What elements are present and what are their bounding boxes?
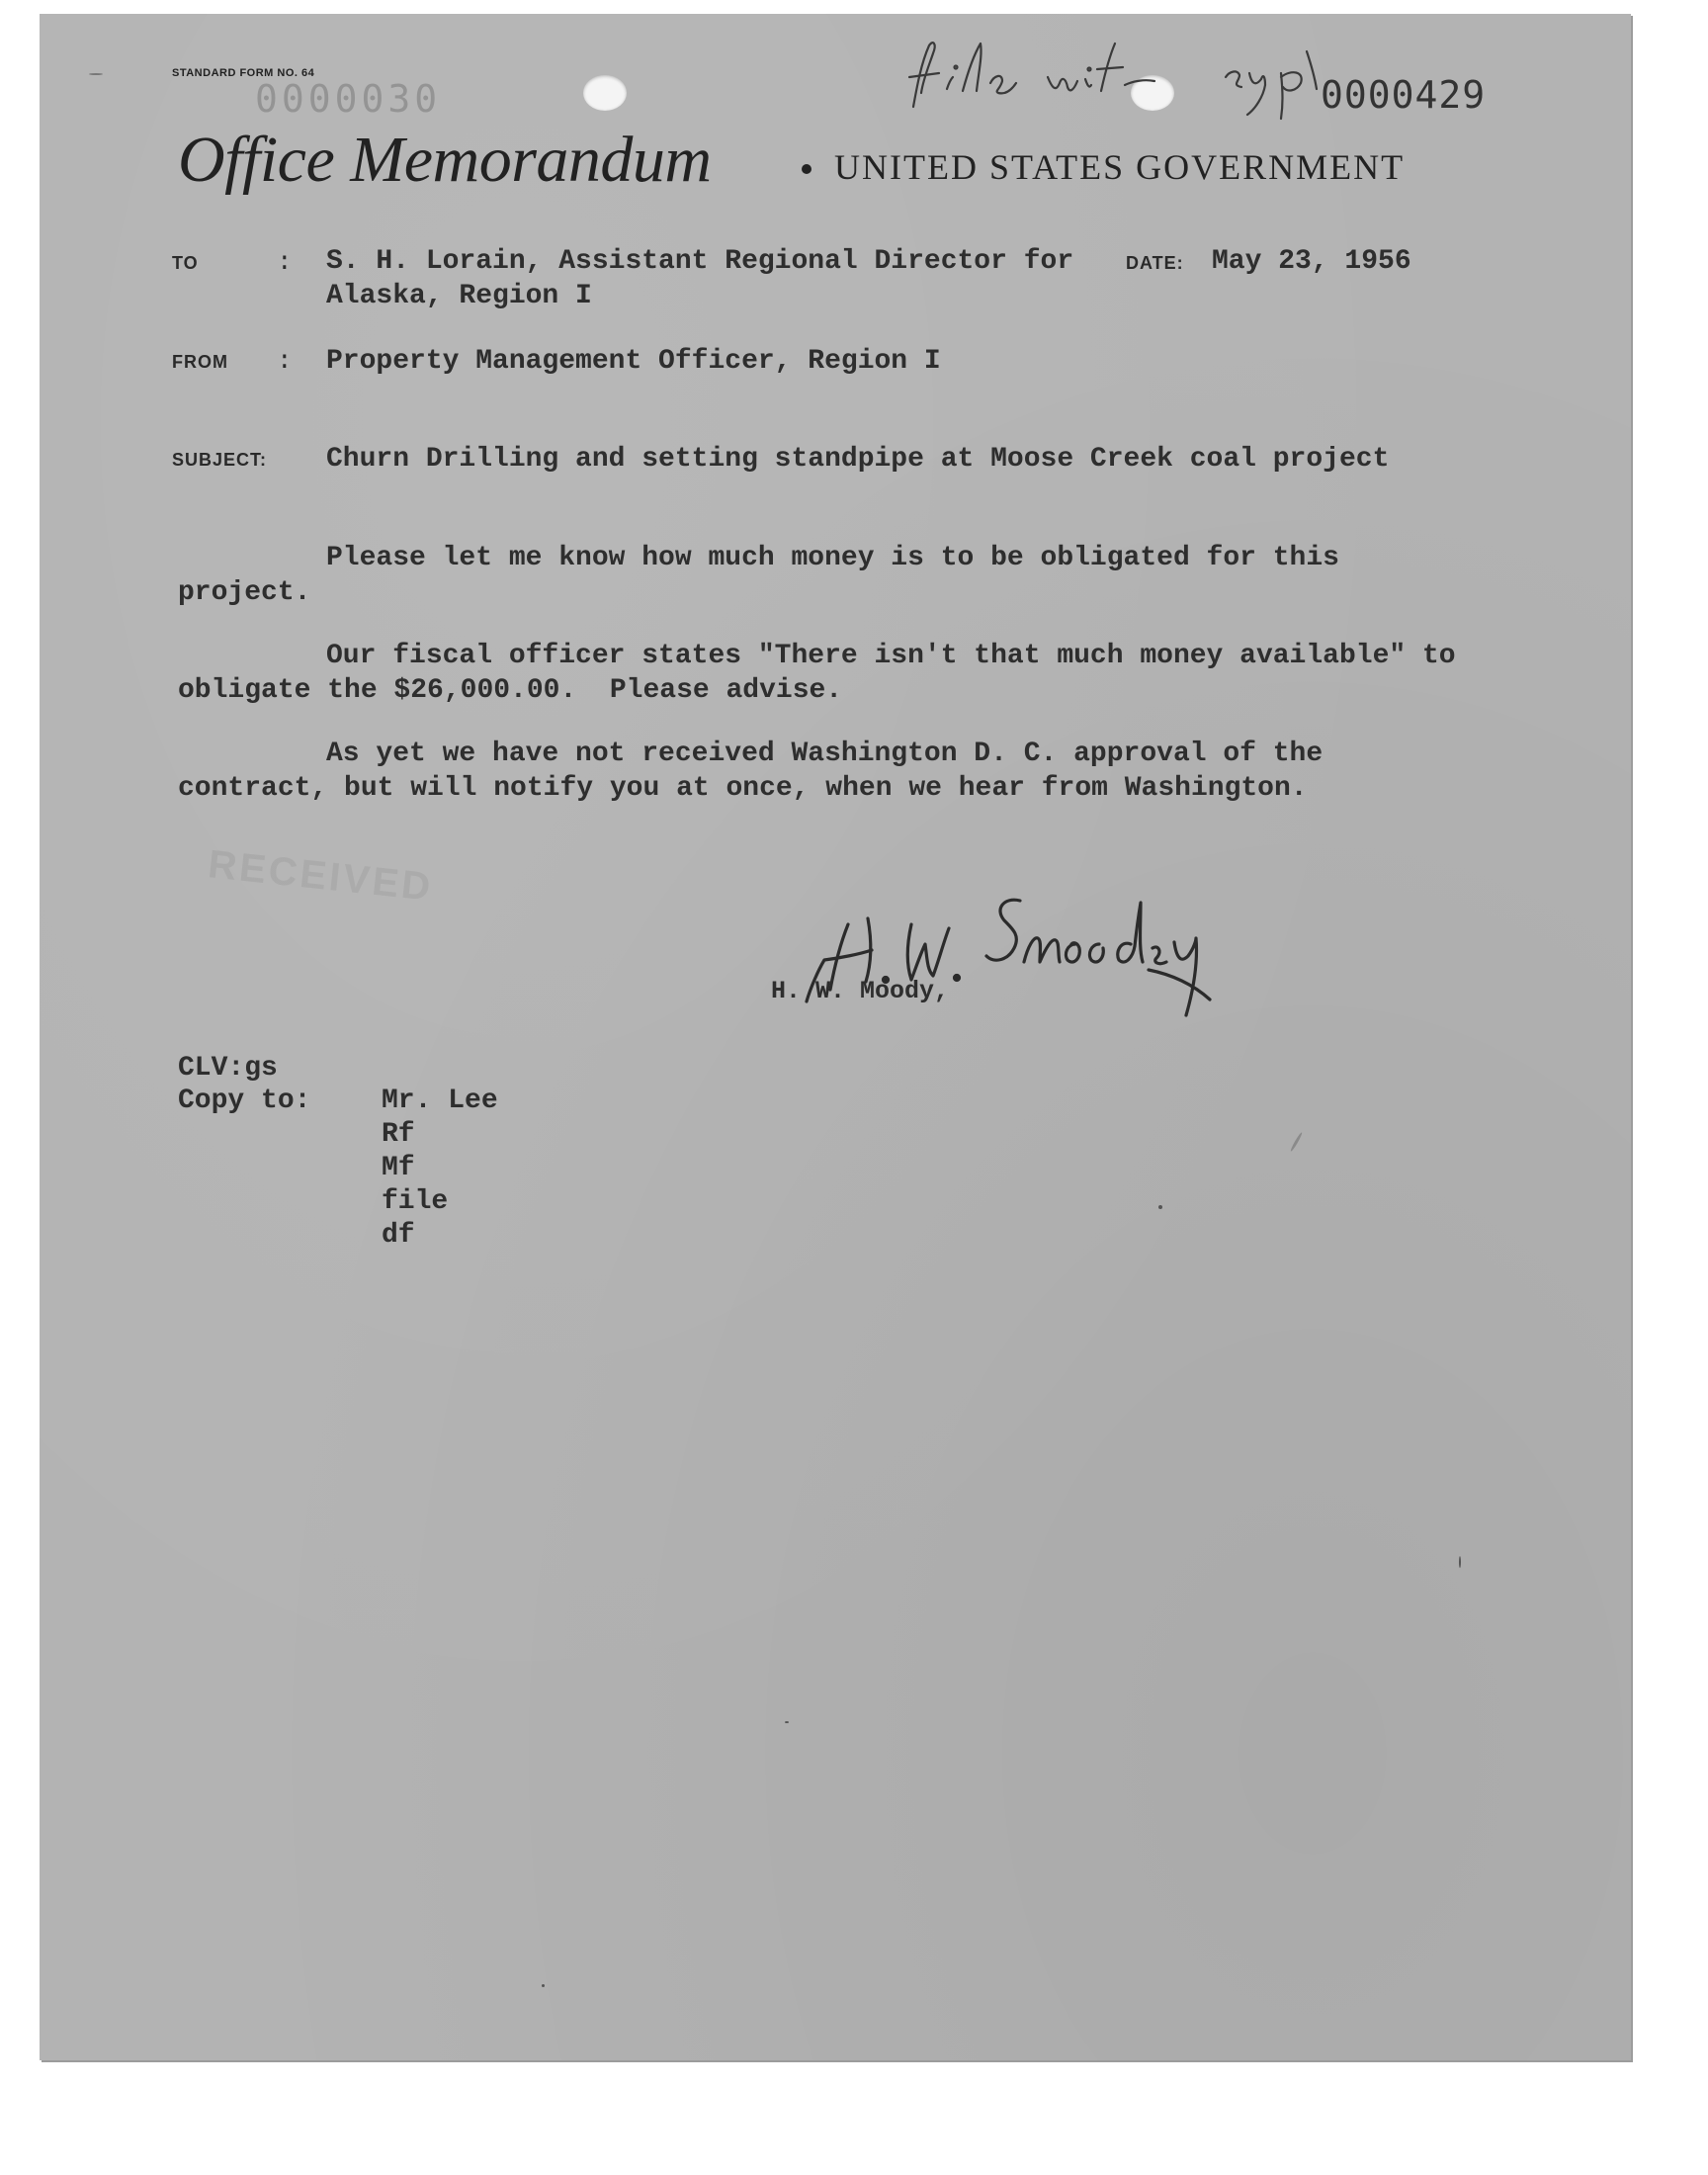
stray-mark <box>1459 1556 1461 1568</box>
typed-signature-name: H. W. Moody, <box>771 977 950 1005</box>
copy-recipient: Mr. Lee <box>382 1086 498 1116</box>
copy-recipient: file <box>382 1186 449 1217</box>
copy-recipient: df <box>382 1220 415 1251</box>
stray-mark <box>1290 1132 1304 1153</box>
subject-value: Churn Drilling and setting standpipe at Moose Creek coal project <box>326 444 1390 475</box>
stray-mark <box>785 1721 789 1723</box>
to-colon: : <box>277 247 293 277</box>
government-heading: UNITED STATES GOVERNMENT <box>834 147 1406 187</box>
from-colon: : <box>277 346 293 376</box>
stray-mark <box>89 73 103 75</box>
to-line-1: S. H. Lorain, Assistant Regional Director for <box>326 246 1074 277</box>
memo-title <box>178 123 1562 212</box>
body-paragraph-2: Our fiscal officer states "There isn't that much money available" to obligate the $26,000.00. Please advise. <box>178 641 1473 706</box>
from-label: FROM <box>172 352 228 372</box>
handwritten-signature <box>801 879 1255 1037</box>
handwritten-note <box>899 34 1354 123</box>
form-number: STANDARD FORM NO. 64 <box>172 67 315 79</box>
document-number: 0000429 <box>1321 73 1487 117</box>
to-label: TO <box>172 253 199 273</box>
copy-list <box>382 1085 498 1253</box>
faint-received-stamp: RECEIVED <box>206 842 436 910</box>
title-bullet <box>802 164 811 174</box>
reference-initials: CLV:gs <box>178 1053 278 1084</box>
office-memorandum-heading: Office Memorandum <box>178 124 712 196</box>
copy-recipient: Mf <box>382 1153 415 1183</box>
body-paragraph-3: As yet we have not received Washington D. C. approval of the contract, but will notify you at once, when we hear from Washington. <box>178 739 1339 804</box>
body-paragraph-1: Please let me know how much money is to be obligated for this project. <box>178 543 1356 608</box>
date-label: DATE: <box>1126 253 1184 273</box>
stray-mark <box>542 1984 545 1987</box>
memo-sheet <box>40 14 1631 2060</box>
date-value: May 23, 1956 <box>1212 246 1411 277</box>
stray-mark <box>1158 1205 1162 1209</box>
faint-stamp-number: 0000030 <box>255 77 442 121</box>
from-value: Property Management Officer, Region I <box>326 346 941 377</box>
copy-to-label: Copy to: <box>178 1086 311 1116</box>
subject-label: SUBJECT: <box>172 450 268 470</box>
punch-hole-left <box>583 75 627 111</box>
copy-recipient: Rf <box>382 1119 415 1150</box>
to-line-2: Alaska, Region I <box>326 281 592 311</box>
